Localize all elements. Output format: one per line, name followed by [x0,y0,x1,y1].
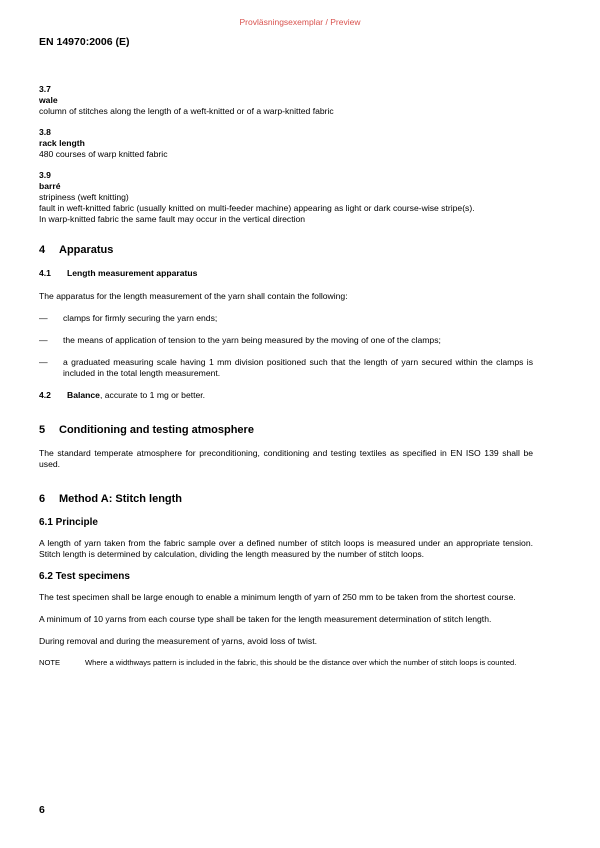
document-id: EN 14970:2006 (E) [39,36,130,48]
definition-3-8 [39,127,533,160]
list-item [39,357,533,379]
section-title: Conditioning and testing atmosphere [59,424,254,436]
note-label: NOTE [39,658,61,667]
section-4-heading [39,245,533,256]
section-number: 5 [39,424,46,436]
dash-marker: — [39,313,48,323]
term-definition: stripiness (weft knitting) [39,192,129,202]
term-definition: fault in weft-knitted fabric (usually knitted on multi-feeder machine) appearing as light or dark course-wise stripe(s). [39,203,475,213]
subsection-4-1-heading [39,268,533,279]
section-title: Apparatus [59,244,114,256]
page-number: 6 [39,804,45,816]
term-number: 3.7 [39,84,51,94]
subsection-6-1-heading: 6.1 Principle [39,517,98,528]
term-name: wale [39,95,58,105]
section-number: 4 [39,244,46,256]
definition-3-9 [39,170,533,225]
term-definition: column of stitches along the length of a weft-knitted or of a warp-knitted fabric [39,106,334,116]
list-item-text: the means of application of tension to the yarn being measured by the moving of one of the clamps; [63,335,441,345]
conditioning-text: The standard temperate atmosphere for preconditioning, conditioning and testing textiles as specified in EN ISO 139 shall be used. [39,448,533,469]
specimen-paragraph: A minimum of 10 yarns from each course type shall be taken for the length measurement determination of stitch length. [39,614,492,624]
preview-watermark: Provläsningsexemplar / Preview [239,17,361,27]
section-number: 6 [39,493,46,505]
note-text: Where a widthways pattern is included in the fabric, this should be the distance over which the number of stitch loops is counted. [85,658,517,667]
specimen-paragraph: During removal and during the measurement of yarns, avoid loss of twist. [39,636,317,646]
subsection-title: Balance [67,390,100,400]
definition-3-7 [39,84,533,117]
note [39,658,533,668]
principle-text: A length of yarn taken from the fabric sample over a defined number of stitch loops is measured under an appropriate tension. Stitch length is determined by calculation, dividing the length measured by the number of stitch loops. [39,538,533,559]
list-item [39,335,533,346]
section-title: Method A: Stitch length [59,493,183,505]
list-item-text: clamps for firmly securing the yarn ends; [63,313,218,323]
dash-marker: — [39,357,48,367]
term-definition: 480 courses of warp knitted fabric [39,149,168,159]
term-name: rack length [39,138,85,148]
term-number: 3.8 [39,127,51,137]
term-number: 3.9 [39,170,51,180]
page-content [39,84,533,668]
subsection-6-2-heading: 6.2 Test specimens [39,571,130,582]
subsection-4-2 [39,390,533,401]
list-item [39,313,533,324]
subsection-number: 4.2 [39,390,51,400]
section-6-heading [39,494,533,505]
term-name: barré [39,181,61,191]
apparatus-intro: The apparatus for the length measurement of the yarn shall contain the following: [39,291,348,301]
dash-marker: — [39,335,48,345]
term-definition: In warp-knitted fabric the same fault may occur in the vertical direction [39,214,306,224]
list-item-text: a graduated measuring scale having 1 mm division positioned such that the length of yarn secured within the clamps is included in the total length measurement. [63,357,533,378]
specimen-paragraph: The test specimen shall be large enough to enable a minimum length of yarn of 250 mm to be taken from the shortest course. [39,592,516,602]
section-5-heading [39,425,533,436]
subsection-title: Length measurement apparatus [67,268,198,278]
subsection-text: , accurate to 1 mg or better. [99,390,206,400]
subsection-number: 4.1 [39,268,51,278]
